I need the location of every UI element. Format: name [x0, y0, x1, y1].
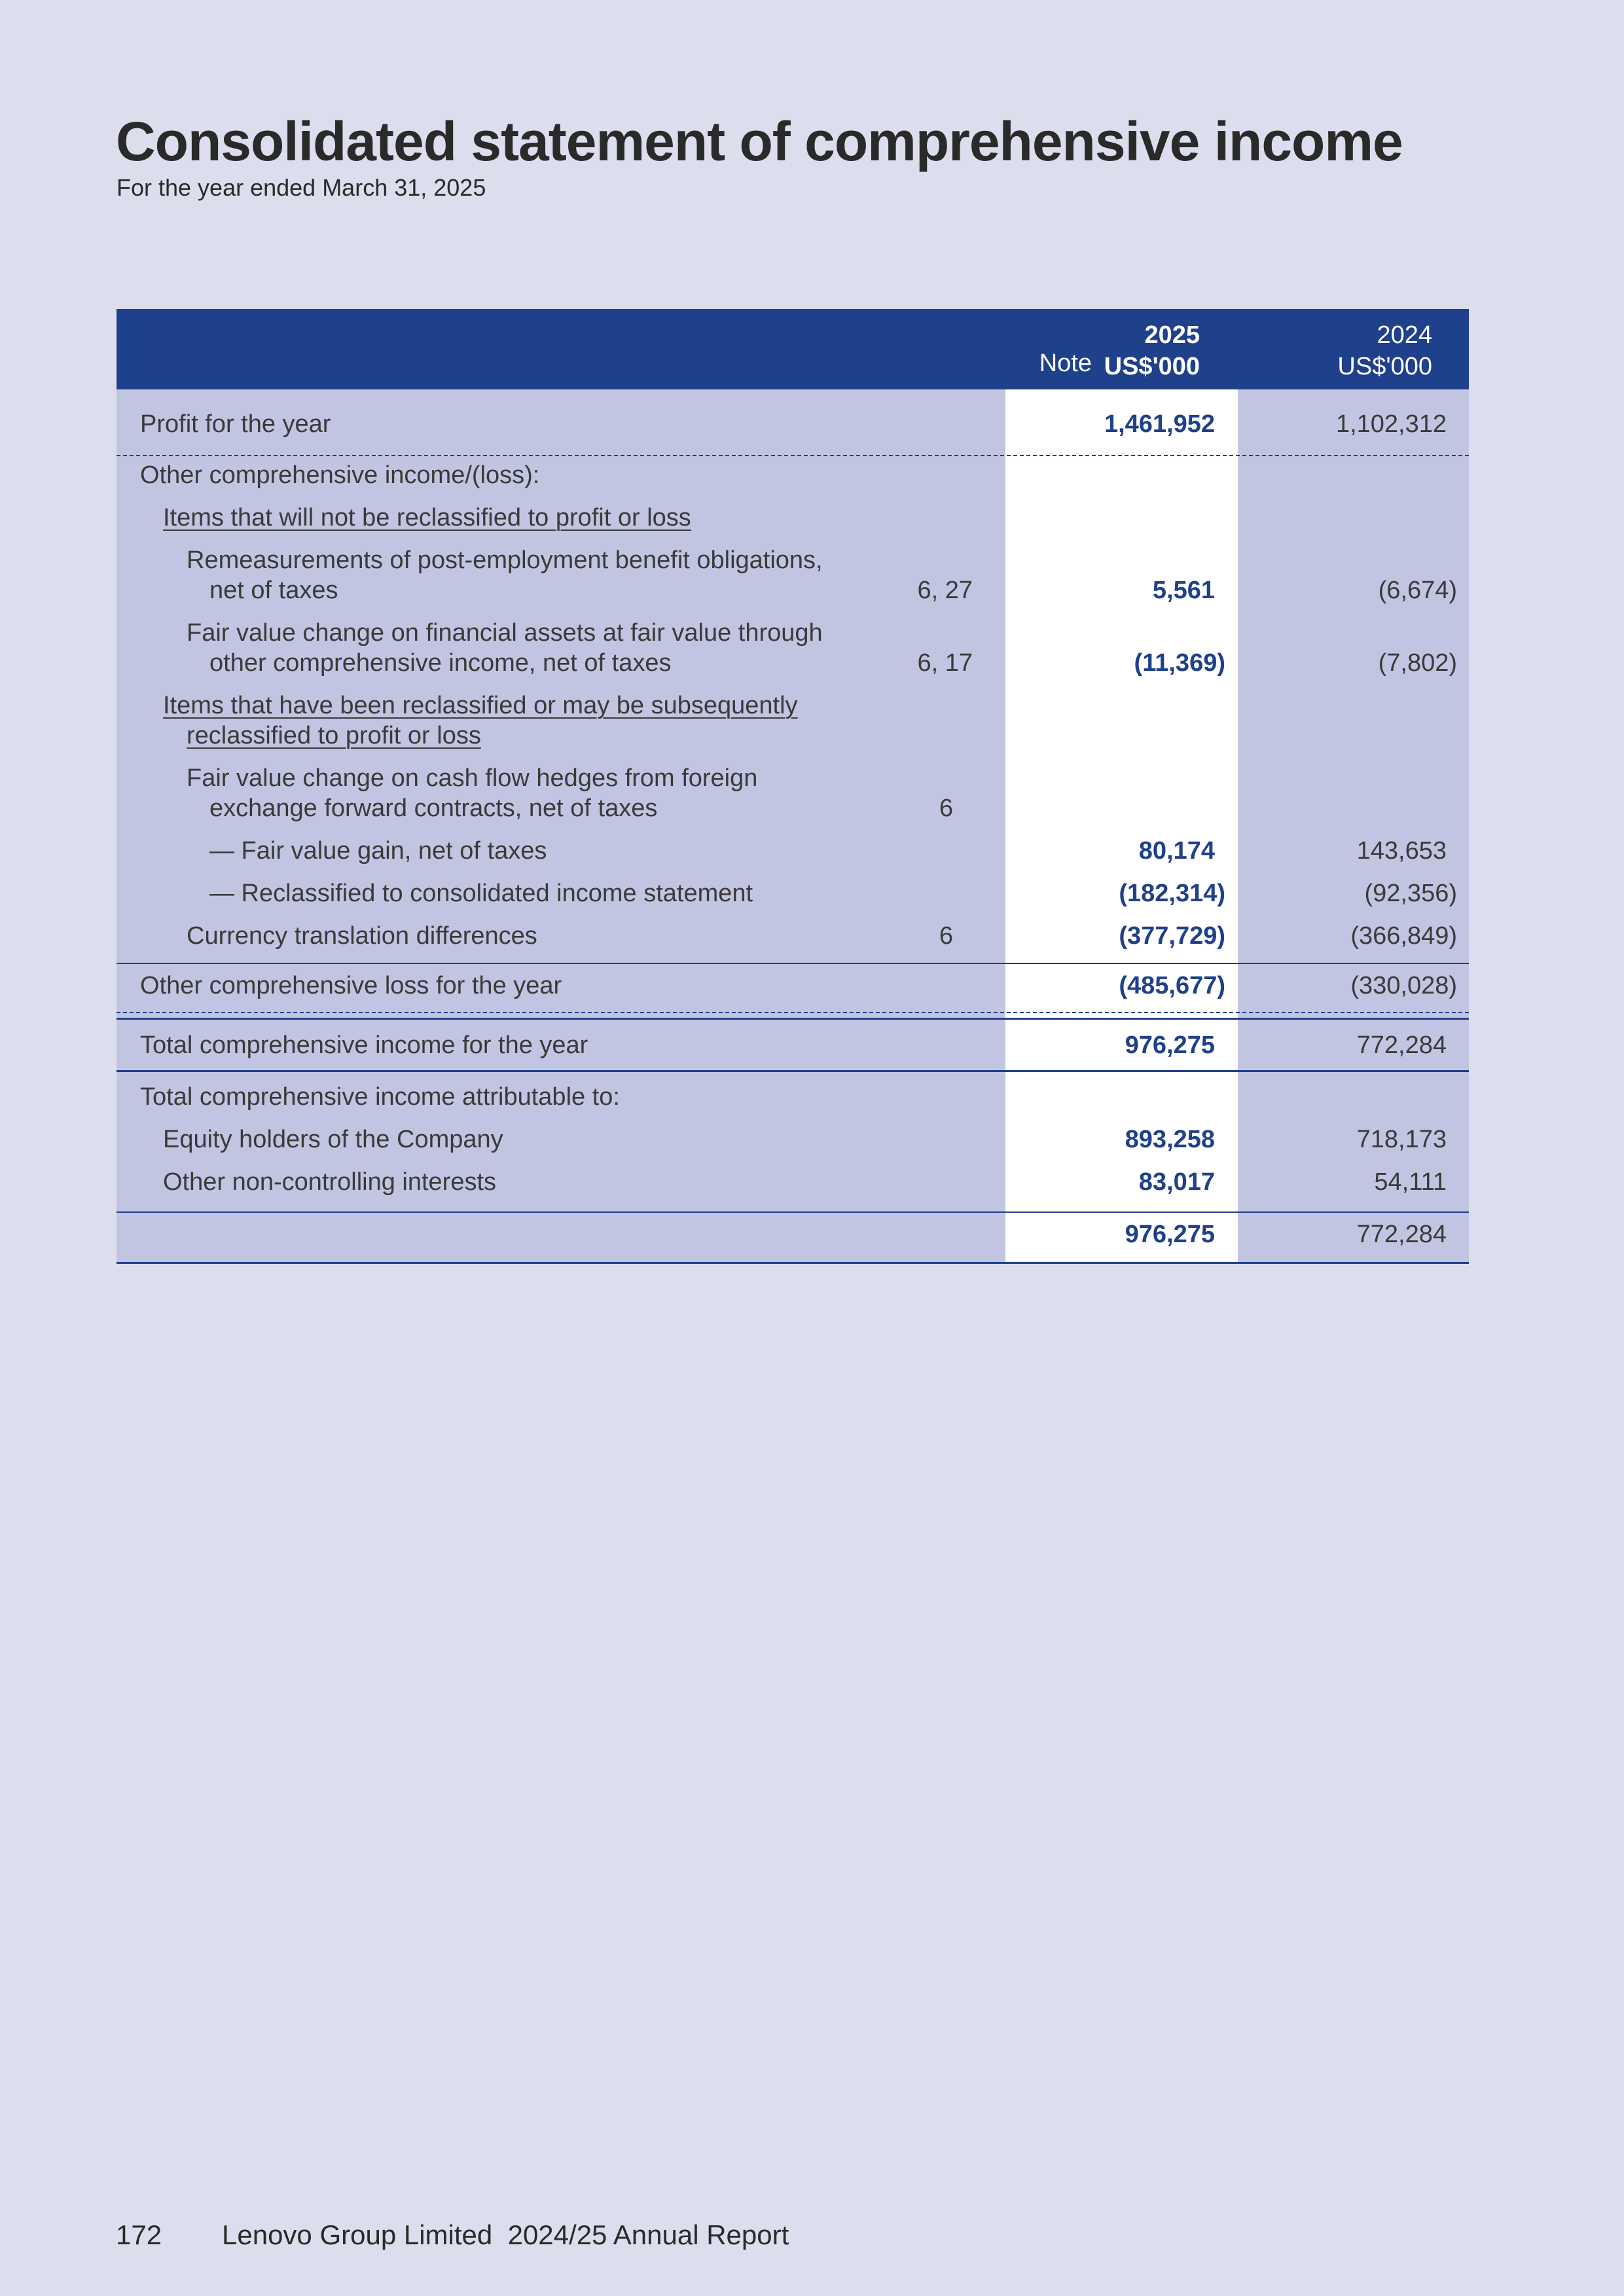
- row-label: Other comprehensive loss for the year: [140, 972, 562, 999]
- divider: [117, 1070, 1469, 1072]
- row-value-2024: 772,284: [1356, 1031, 1447, 1059]
- row-value-2025: (182,314): [1119, 880, 1225, 907]
- row-label-continued: reclassified to profit or loss: [187, 722, 481, 749]
- row-value-2025: 80,174: [1138, 837, 1215, 865]
- row-label: Currency translation differences: [187, 922, 537, 950]
- header-note: Note: [1039, 350, 1092, 377]
- row-value-2024: 718,173: [1356, 1126, 1447, 1153]
- table-body: [117, 389, 1469, 1264]
- divider: [117, 1018, 1469, 1020]
- row-value-2024: (7,802): [1378, 649, 1457, 677]
- row-label: — Fair value gain, net of taxes: [209, 837, 547, 865]
- divider: [117, 455, 1469, 456]
- row-label: Profit for the year: [140, 410, 331, 438]
- row-value-2024: 54,111: [1374, 1168, 1447, 1196]
- row-value-2024: (6,674): [1378, 577, 1457, 604]
- header-year-2025: 2025: [1144, 321, 1200, 349]
- divider: [117, 963, 1469, 964]
- page-number: 172: [116, 2219, 162, 2250]
- row-label: Total comprehensive income attributable to:: [140, 1083, 620, 1111]
- row-label: Remeasurements of post-employment benefit obligations,: [187, 547, 823, 574]
- table-header: [117, 309, 1469, 389]
- row-value-2025: 1,461,952: [1104, 410, 1215, 438]
- row-note: 6: [939, 795, 953, 822]
- row-value-2025: 5,561: [1152, 577, 1215, 604]
- page-subtitle: For the year ended March 31, 2025: [117, 174, 486, 201]
- row-value-2024: 143,653: [1356, 837, 1447, 865]
- row-label: Other non-controlling interests: [163, 1168, 497, 1196]
- header-unit-2024: US$'000: [1337, 353, 1432, 380]
- row-label: Fair value change on cash flow hedges from foreign: [187, 764, 758, 792]
- row-value-2024: (366,849): [1350, 922, 1457, 950]
- row-label: Equity holders of the Company: [163, 1126, 503, 1153]
- row-label-continued: other comprehensive income, net of taxes: [209, 649, 672, 677]
- row-note: 6, 27: [917, 577, 973, 604]
- row-value-2025: 83,017: [1138, 1168, 1215, 1196]
- divider: [117, 1262, 1469, 1264]
- row-value-2025: (11,369): [1134, 649, 1225, 677]
- row-label: Fair value change on financial assets at fair value through: [187, 619, 823, 647]
- table-row: [117, 389, 1469, 455]
- income-statement-table: [117, 309, 1469, 1264]
- row-value-2024: (330,028): [1350, 972, 1457, 999]
- row-label-continued: exchange forward contracts, net of taxes: [209, 795, 658, 822]
- row-label: Items that will not be reclassified to profit or loss: [163, 504, 691, 531]
- row-value-2025: 976,275: [1125, 1031, 1215, 1059]
- page-title: Consolidated statement of comprehensive income: [116, 111, 1403, 172]
- row-note: 6: [939, 922, 953, 950]
- row-note: 6, 17: [917, 649, 973, 677]
- row-value-2025: (377,729): [1119, 922, 1225, 950]
- row-value-2025: 893,258: [1125, 1126, 1215, 1153]
- row-label-continued: net of taxes: [209, 577, 338, 604]
- row-label: Other comprehensive income/(loss):: [140, 461, 540, 489]
- row-label: Items that have been reclassified or may be subsequently: [163, 692, 798, 719]
- row-label: — Reclassified to consolidated income statement: [209, 880, 753, 907]
- row-value-2025: 976,275: [1125, 1221, 1215, 1248]
- divider: [117, 1012, 1469, 1013]
- row-value-2024: (92,356): [1364, 880, 1457, 907]
- publication-name: Lenovo Group Limited 2024/25 Annual Report: [222, 2219, 789, 2250]
- header-unit-2025: US$'000: [1104, 353, 1200, 380]
- row-label: Total comprehensive income for the year: [140, 1031, 588, 1059]
- row-value-2025: (485,677): [1119, 972, 1225, 999]
- row-value-2024: 772,284: [1356, 1221, 1447, 1248]
- row-value-2024: 1,102,312: [1335, 410, 1447, 438]
- header-year-2024: 2024: [1377, 321, 1432, 349]
- divider: [117, 1211, 1469, 1213]
- page-footer: [116, 2219, 789, 2251]
